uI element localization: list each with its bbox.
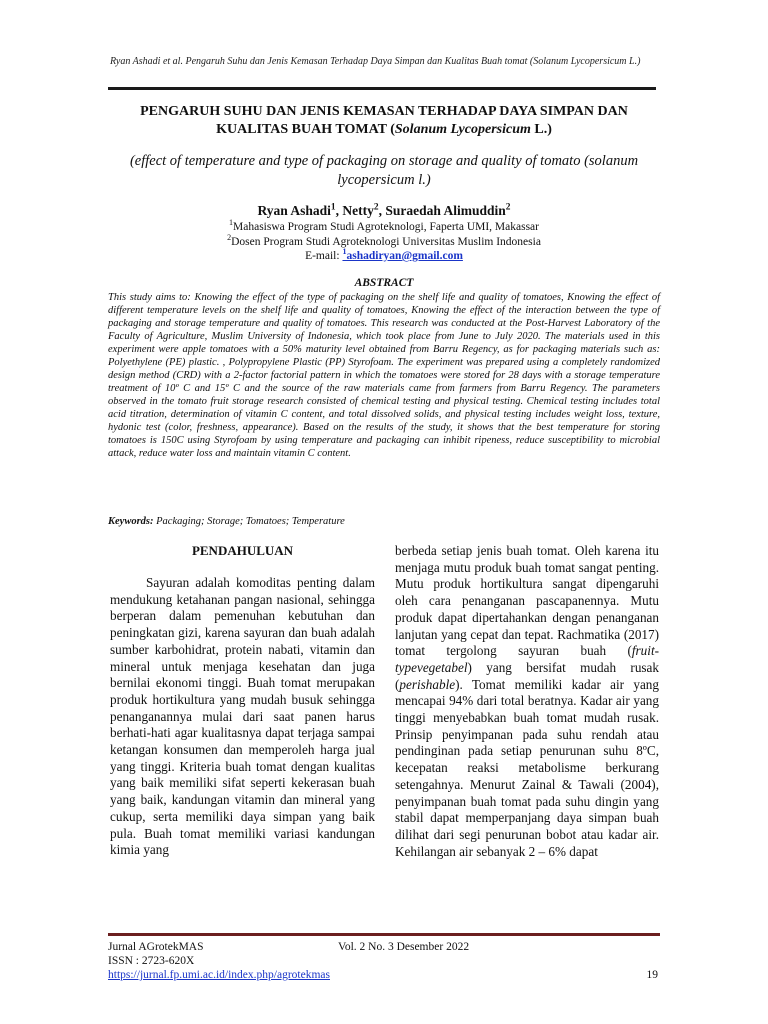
affiliation-text: Dosen Program Studi Agroteknologi Universitas Muslim Indonesia [231,235,541,248]
affiliations [108,220,660,264]
affiliation-line [108,232,660,250]
page-number: 19 [646,969,658,981]
intro-column-right [395,543,659,860]
email-mark: 1 [342,247,347,257]
author-affiliation-mark: 2 [505,202,511,213]
intro-text: berbeda setiap jenis buah tomat. Oleh karena itu menjaga mutu produk buah tomat sangat penting. Mutu produk hortikultura sangat dipengaruhi oleh cara penanganan pascapanennya. Mutu produk dapat dipertahankan dengan penanganan lanjutan yang cepat dan tepat. Rachmatika (2017) tomat tergolong sayuran buah ( [395,543,659,659]
running-header: Ryan Ashadi et al. Pengaruh Suhu dan Jenis Kemasan Terhadap Daya Simpan dan Kualitas Buah tomat (Solanum Lycopersicum L.) [110,56,641,67]
abstract-heading: ABSTRACT [354,277,414,289]
footer-divider [108,933,660,936]
email-address: ashadiryan@gmail.com [346,250,463,262]
email-line [108,249,660,264]
title-scientific-name: Solanum Lycopersicum [394,122,531,137]
footer-journal-link[interactable]: https://jurnal.fp.umi.ac.id/index.php/agrotekmas [108,969,330,981]
affiliation-text: Mahasiswa Program Studi Agroteknologi, Faperta UMI, Makassar [233,221,539,233]
keywords [108,515,660,528]
author-affiliation-mark: 2 [373,202,379,213]
intro-text: ) yang bersifat mudah rusak ( [395,659,659,692]
author-list [108,203,660,219]
footer-issn: ISSN : 2723-620X [108,955,195,967]
email-link[interactable] [342,247,463,262]
intro-column-left: Sayuran adalah komoditas penting dalam mendukung ketahanan pangan nasional, sehingga berperan dalam pemenuhan kebutuhan dan peningkatan gizi, karena sayuran dan buah adalah sumber karbohidrat, protein nabati, vitamin dan mineral untuk menjaga kesehatan dan juga bernilai ekonomi tinggi. Buah tomat merupakan produk hortikultura yang mudah busuk sehingga penanganannya mulai dari saat panen harus berhati-hati agar kualitasnya dapat terjaga sampai ketangan konsumen dan memperoleh harga jual yang tinggi. Kriteria buah tomat dengan kualitas yang baik memiliki sifat seperti kekerasan buah yang baik, kandungan vitamin dan mineral yang cukup, serta memiliki daya simpan yang baik pula. Buah tomat memiliki variasi kandungan kimia yang [110,575,375,858]
intro-term: perishable [399,676,456,692]
affiliation-mark: 2 [227,232,232,242]
footer-journal-name: Jurnal AGrotekMAS [108,941,204,953]
intro-term: fruit-typevegetabel [395,643,659,675]
author-name: , Suraedah Alimuddin [378,203,506,218]
email-label: E-mail: [305,250,343,262]
title-tail: L.) [530,122,552,137]
title-main: PENGARUH SUHU DAN JENIS KEMASAN TERHADAP DAYA SIMPAN DAN KUALITAS BUAH TOMAT ( [140,104,628,137]
author-name: Ryan Ashadi [257,203,331,218]
author-affiliation-mark: 1 [330,202,336,213]
keywords-list: Packaging; Storage; Tomatoes; Temperature [153,516,345,527]
header-divider [108,87,656,90]
section-heading-introduction: PENDAHULUAN [191,543,294,558]
paper-subtitle: (effect of temperature and type of packaging on storage and quality of tomato (solanum lycopersicum l.) [129,153,639,188]
keywords-label: Keywords: [108,516,154,527]
affiliation-mark: 1 [228,218,234,228]
paper-title [108,103,660,139]
abstract-body: This study aims to: Knowing the effect of the type of packaging on the shelf life and quality of tomatoes, Knowing the effect of different temperature levels on the shelf life and quality of tomatoes, Knowing the effect of the interaction between the type of packaging and storage temperature and quality of tomatoes. This research was conducted at the Post-Harvest Laboratory of the Faculty of Agriculture, Muslim University of Indonesia, which took place from June to July 2020. The materials used in this experiment were apple tomatoes with a 50% maturity level obtained from Barru Regency, as for packaging materials such as: Polyethylene (PE) plastic. , Polypropylene Plastic (PP) Styrofoam. The experiment was prepared using a completely randomized design method (CRD) with a 2-factor factorial pattern in which the tomatoes were stored for 28 days with a storage temperature treatment of 10º C and 15º C and the source of the raw materials came from farmers from Barru Regency. The parameters observed in the tomato fruit storage research consisted of chemical testing and physical testing. Chemical testing includes total acid titration, determination of vitamin C content, and total dissolved solids, and physical testing includes weight loss, texture, hydonic test (color, freshness, appearance). Based on the results of the study, it shows that the best temperature for storing tomatoes is 150C using Styrofoam by using temperature and packaging can inhibit ripeness, reduce susceptibility to microbial attack, reduce water loss and maintain vitamin C content. [108,292,660,459]
footer-volume: Vol. 2 No. 3 Desember 2022 [338,941,470,953]
intro-text: ). Tomat memiliki kadar air yang mencapai 94% dari total beratnya. Kadar air yang tinggi menyebabkan buah tomat mudah rusak. Prinsip penyimpanan pada suhu rendah atau pendinginan pada setiap penurunan suhu 8ºC, kecepatan reaksi metabolisme berkurang setengahnya. Menurut Zainal & Tawali (2004), penyimpanan buah tomat pada suhu dingin yang stabil dapat memperpanjang daya simpan buah dilihat dari segi penurunan bobot atau kadar air. Kehilangan air sebanyak 2 – 6% dapat [395,676,659,859]
affiliation-line [108,220,660,235]
author-name: , Netty [335,203,374,218]
